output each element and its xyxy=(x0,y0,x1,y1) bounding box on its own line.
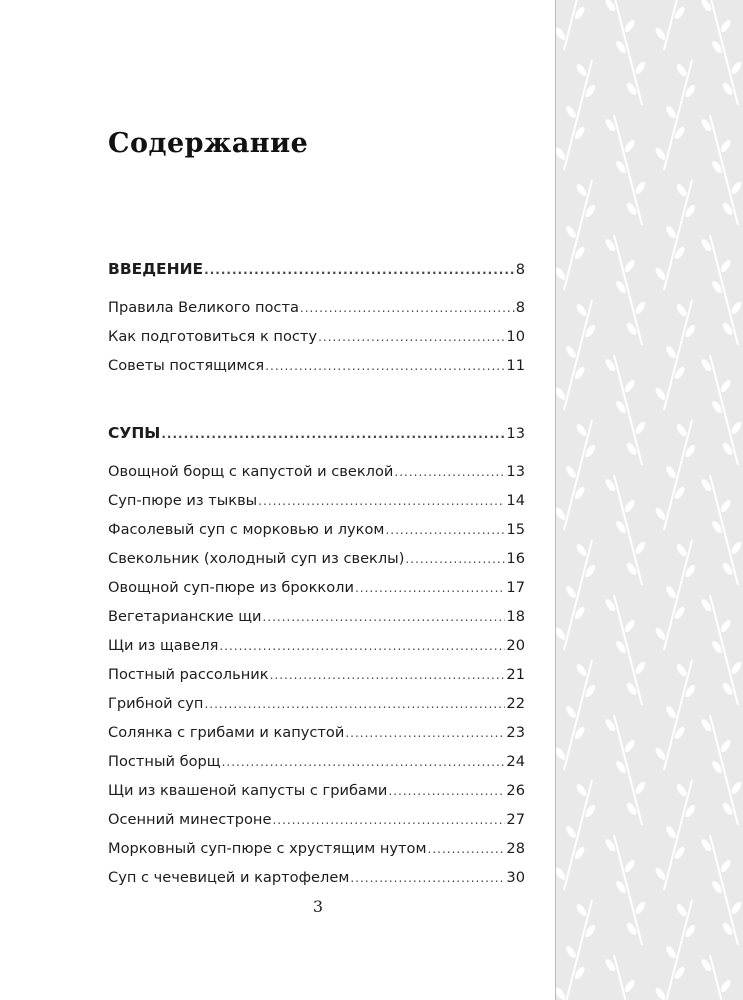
willow-branch-icon xyxy=(556,540,597,650)
willow-branch-icon xyxy=(654,660,697,770)
willow-branch-icon xyxy=(654,60,697,170)
toc-page-number: 24 xyxy=(506,753,525,770)
toc-page-number: 18 xyxy=(506,608,525,625)
toc-page-number: 28 xyxy=(506,840,525,857)
toc-page-number: 26 xyxy=(506,782,525,799)
toc-page-number: 8 xyxy=(515,261,525,278)
willow-branch-icon xyxy=(700,595,743,705)
willow-branch-icon xyxy=(556,780,597,890)
toc-entry-label: Осенний минестроне xyxy=(108,811,272,828)
toc-entry[interactable] xyxy=(108,635,525,657)
willow-branch-icon xyxy=(700,835,743,945)
willow-branch-icon xyxy=(604,0,647,105)
toc-entry-label: Суп-пюре из тыквы xyxy=(108,492,258,509)
toc-entry[interactable] xyxy=(108,577,525,599)
dot-leader xyxy=(262,606,505,628)
dot-leader xyxy=(350,867,505,889)
willow-branch-icon xyxy=(654,180,697,290)
toc-entry[interactable] xyxy=(108,461,525,483)
toc-page-number: 21 xyxy=(506,666,525,683)
dot-leader xyxy=(161,423,505,445)
dot-leader xyxy=(428,838,506,860)
willow-branch-icon xyxy=(556,60,597,170)
willow-branch-icon xyxy=(654,300,697,410)
toc-entry[interactable] xyxy=(108,722,525,744)
toc-section-heading[interactable] xyxy=(108,422,525,444)
willow-branch-icon xyxy=(556,300,597,410)
toc-entry[interactable] xyxy=(108,664,525,686)
toc-entry[interactable] xyxy=(108,751,525,773)
dot-leader xyxy=(300,297,515,319)
toc-page-number: 27 xyxy=(506,811,525,828)
toc-page-number: 22 xyxy=(506,695,525,712)
toc-entry-label: Постный рассольник xyxy=(108,666,269,683)
toc-entry[interactable] xyxy=(108,519,525,541)
toc-section-heading[interactable] xyxy=(108,258,525,280)
toc-page-number: 23 xyxy=(506,724,525,741)
willow-branch-icon xyxy=(654,0,697,50)
dot-leader xyxy=(388,780,505,802)
toc-page-number: 10 xyxy=(506,328,525,345)
dot-leader xyxy=(272,809,505,831)
willow-branch-icon xyxy=(654,900,697,1000)
willow-branch-icon xyxy=(700,115,743,225)
toc-entry-label: Правила Великого поста xyxy=(108,299,299,316)
page-title: Содержание xyxy=(108,128,309,159)
toc-page-number: 13 xyxy=(506,425,525,442)
toc-entry[interactable] xyxy=(108,838,525,860)
toc-entry-label: Как подготовиться к посту xyxy=(108,328,318,345)
toc-entry[interactable] xyxy=(108,867,525,889)
willow-branch-icon xyxy=(556,900,597,1000)
dot-leader xyxy=(355,577,505,599)
toc-entry[interactable] xyxy=(108,606,525,628)
dot-leader xyxy=(385,519,505,541)
toc-page-number: 14 xyxy=(506,492,525,509)
willow-branch-icon xyxy=(700,355,743,465)
page-number: 3 xyxy=(312,897,324,916)
willow-branch-icon xyxy=(556,0,597,50)
dot-leader xyxy=(318,326,505,348)
toc-entry-label: Свекольник (холодный суп из свеклы) xyxy=(108,550,405,567)
toc-entry[interactable] xyxy=(108,693,525,715)
dot-leader xyxy=(265,355,505,377)
willow-branch-icon xyxy=(700,715,743,825)
toc-page-number: 11 xyxy=(506,357,525,374)
toc-entry[interactable] xyxy=(108,548,525,570)
toc-page-number: 20 xyxy=(506,637,525,654)
dot-leader xyxy=(222,751,506,773)
willow-branch-icon xyxy=(700,0,743,105)
toc-entry-label: Суп с чечевицей и картофелем xyxy=(108,869,350,886)
toc-entry-label: Солянка с грибами и капустой xyxy=(108,724,345,741)
willow-branch-icon xyxy=(604,955,647,1000)
willow-branch-icon xyxy=(604,595,647,705)
dot-leader xyxy=(270,664,506,686)
toc-entry-label: Вегетарианские щи xyxy=(108,608,262,625)
willow-branch-icon xyxy=(556,660,597,770)
toc-page-number: 17 xyxy=(506,579,525,596)
toc-page-number: 13 xyxy=(506,463,525,480)
toc-entry-label: Щи из квашеной капусты с грибами xyxy=(108,782,388,799)
willow-branch-icon xyxy=(700,235,743,345)
toc-entry-label: Овощной суп-пюре из брокколи xyxy=(108,579,354,596)
toc-entry[interactable] xyxy=(108,297,525,319)
toc-page-number: 16 xyxy=(506,550,525,567)
toc-entry-label: Грибной суп xyxy=(108,695,204,712)
willow-branch-icon xyxy=(604,835,647,945)
toc-entry-label: Морковный суп-пюре с хрустящим нутом xyxy=(108,840,427,857)
willow-branch-icon xyxy=(604,355,647,465)
willow-branch-pattern-icon xyxy=(556,0,743,1000)
willow-branch-icon xyxy=(654,540,697,650)
toc-page-number: 8 xyxy=(515,299,525,316)
decorative-side-panel xyxy=(555,0,743,1000)
dot-leader xyxy=(204,259,515,281)
toc-entry-label: Овощной борщ с капустой и свеклой xyxy=(108,463,394,480)
toc-page-number: 30 xyxy=(506,869,525,886)
toc-entry[interactable] xyxy=(108,490,525,512)
toc-entry[interactable] xyxy=(108,809,525,831)
dot-leader xyxy=(345,722,505,744)
willow-branch-icon xyxy=(556,180,597,290)
dot-leader xyxy=(258,490,505,512)
dot-leader xyxy=(394,461,505,483)
dot-leader xyxy=(405,548,505,570)
willow-branch-icon xyxy=(700,475,743,585)
willow-branch-icon xyxy=(604,235,647,345)
toc-entry[interactable] xyxy=(108,326,525,348)
toc-entry-label: Щи из щавеля xyxy=(108,637,219,654)
willow-branch-icon xyxy=(654,780,697,890)
willow-branch-icon xyxy=(604,475,647,585)
toc-entry-label: Советы постящимся xyxy=(108,357,265,374)
willow-branch-icon xyxy=(604,715,647,825)
willow-branch-icon xyxy=(556,420,597,530)
toc-page-number: 15 xyxy=(506,521,525,538)
toc-entry[interactable] xyxy=(108,780,525,802)
toc-entry[interactable] xyxy=(108,355,525,377)
toc-section-label: ВВЕДЕНИЕ xyxy=(108,260,204,278)
dot-leader xyxy=(219,635,505,657)
willow-branch-icon xyxy=(700,955,743,1000)
toc-entry-label: Фасолевый суп с морковью и луком xyxy=(108,521,385,538)
dot-leader xyxy=(204,693,505,715)
toc-section-label: СУПЫ xyxy=(108,424,161,442)
willow-branch-icon xyxy=(604,115,647,225)
willow-branch-icon xyxy=(654,420,697,530)
toc-entry-label: Постный борщ xyxy=(108,753,221,770)
